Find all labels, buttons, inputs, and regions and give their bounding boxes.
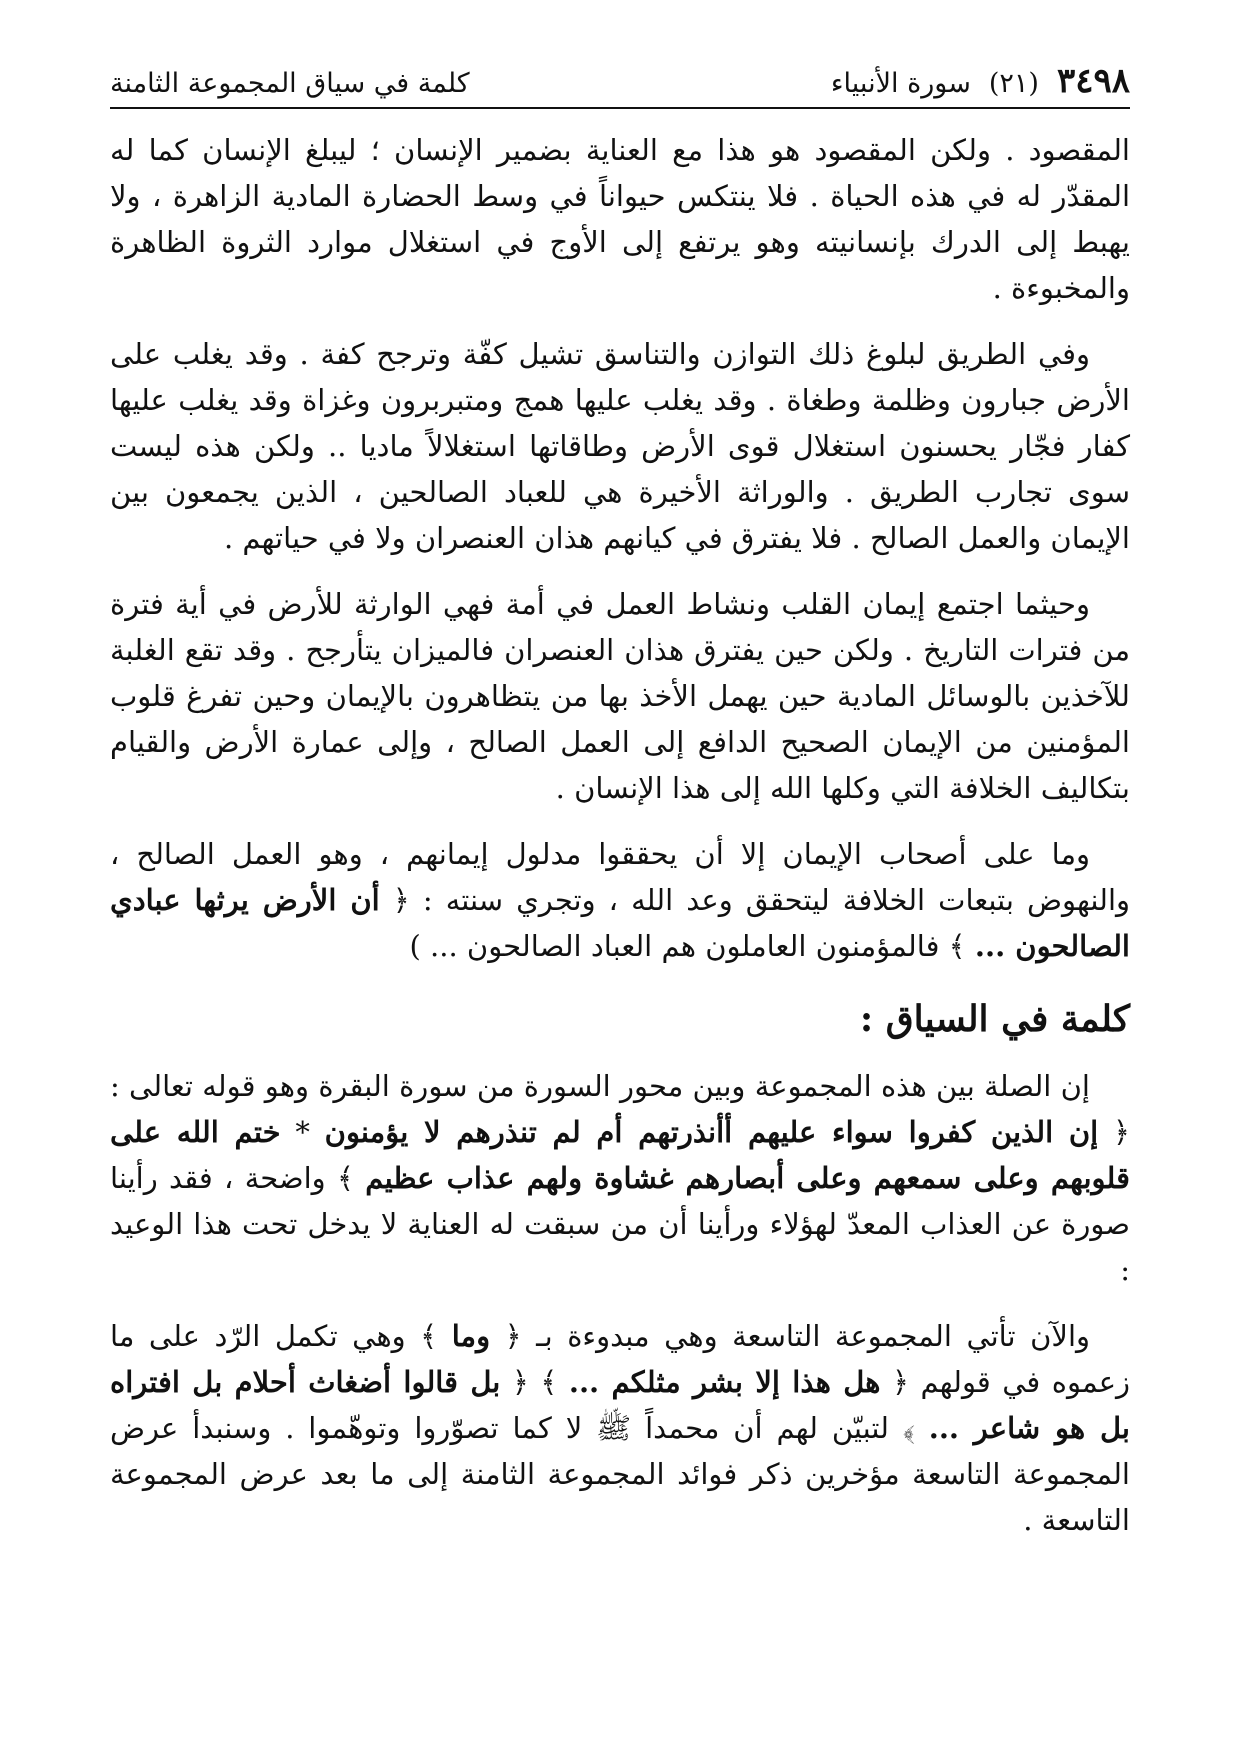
quran-quote: بل قالوا أضغاث أحلام بل افتراه بل هو شاعر ... (110, 1365, 1131, 1445)
salutation-glyph: ﷺ (596, 1411, 632, 1445)
paragraph-4-text: وما على أصحاب الإيمان إلا أن يحققوا مدلول إيمانهم ، وهو العمل الصالح ، والنهوض بتبعات الخلافة ليتحقق وعد الله ، وتجري سنته : (110, 837, 1131, 917)
paragraph-6-text: وهي تكمل الرّد على ما زعموه في قولهم (110, 1319, 1131, 1399)
section-title: كلمة في سياق المجموعة الثامنة (110, 68, 470, 99)
running-header (110, 55, 1130, 109)
section-heading: كلمة في السياق : (859, 998, 1130, 1040)
page-number: ٣٤٩٨ (1056, 61, 1130, 101)
paragraph-4 (110, 831, 1130, 969)
quran-quote: هل هذا إلا بشر مثلكم ... (568, 1365, 881, 1399)
paragraph-6-tail: لا كما تصوّروا وتوهّموا . وسنبدأ عرض المجموعة التاسعة مؤخرين ذكر فوائد المجموعة الثامنة إلى ما بعد عرض المجموعة التاسعة . (110, 1411, 1130, 1537)
quran-quote: ختم الله على قلوبهم وعلى سمعهم وعلى أبصارهم غشاوة ولهم عذاب عظيم (110, 1115, 1131, 1195)
verse-separator: * (295, 1115, 310, 1149)
paragraph-6 (110, 1313, 1130, 1543)
quran-quote: وما (451, 1319, 491, 1353)
paragraph-5 (110, 1063, 1130, 1293)
quran-bracket-close: ﴾ (540, 1365, 558, 1399)
quran-bracket-close: ﴾ (336, 1161, 354, 1195)
quran-bracket-close: ﴾ (420, 1319, 438, 1353)
quran-quote: إن الذين كفروا سواء عليهم أأنذرتهم أم لم تنذرهم لا يؤمنون (324, 1115, 1099, 1149)
quran-bracket-open: ﴿ (511, 1365, 529, 1399)
paragraph-6-text: والآن تأتي المجموعة التاسعة وهي مبدوءة بـ (536, 1319, 1091, 1353)
quran-bracket-open: ﴿ (504, 1319, 522, 1353)
book-page (110, 55, 1130, 1695)
quran-bracket-close: ﴾ (902, 1411, 915, 1445)
sura-name: سورة الأنبياء (830, 68, 971, 99)
quran-bracket-open: ﴿ (891, 1365, 909, 1399)
paragraph-2: وفي الطريق لبلوغ ذلك التوازن والتناسق تشيل كفّة وترجح كفة . وقد يغلب على الأرض جبارون وظلمة وطغاة . وقد يغلب عليها همج ومتبربرون وغزاة وقد يغلب عليها كفار فجّار يحسنون استغلال قوى الأرض وطاقاتها استغلالاً ماديا .. ولكن هذه ليست سوى تجارب الطريق . والوراثة الأخيرة هي للعباد الصالحين ، الذين يجمعون بين الإيمان والعمل الصالح . فلا يفترق في كيانهم هذان العنصران ولا في حياتهم . (110, 337, 1130, 555)
paragraph-3: وحيثما اجتمع إيمان القلب ونشاط العمل في أمة فهي الوارثة للأرض في أية فترة من فترات التاريخ . ولكن حين يفترق هذان العنصران فالميزان يتأرجح . وقد تقع الغلبة للآخذين بالوسائل المادية حين يهمل الأخذ بها من يتظاهرون بالإيمان وحين تفرغ قلوب المؤمنين من الإيمان الصحيح الدافع إلى العمل الصالح ، وإلى عمارة الأرض والقيام بتكاليف الخلافة التي وكلها الله إلى هذا الإنسان . (110, 587, 1130, 805)
quran-quote: أن الأرض يرثها عبادي الصالحون ... (110, 883, 1130, 963)
quran-bracket-open: ﴿ (392, 883, 410, 917)
paragraph-6-text: لتبيّن لهم أن محمداً (645, 1411, 890, 1445)
paragraph-4-tail: فالمؤمنون العاملون هم العباد الصالحون ... ) (409, 929, 940, 963)
paragraph-5-tail: واضحة ، فقد رأينا صورة عن العذاب المعدّ لهؤلاء ورأينا أن من سبقت له العناية لا يدخل تحت هذا الوعيد : (110, 1161, 1130, 1287)
paragraph-1: المقصود . ولكن المقصود هو هذا مع العناية بضمير الإنسان ؛ ليبلغ الإنسان كما له المقدّر له في هذه الحياة . فلا ينتكس حيواناً في وسط الحضارة المادية الزاهرة ، ولا يهبط إلى الدرك بإنسانيته وهو يرتفع إلى الأوج في استغلال موارد الثروة الظاهرة والمخبوءة . (110, 133, 1130, 305)
page-body (110, 109, 1130, 1543)
header-right-group (831, 55, 1130, 110)
sura-number: (٢١) (988, 68, 1039, 99)
quran-bracket-close: ﴾ (948, 929, 966, 963)
paragraph-5-text: إن الصلة بين هذه المجموعة وبين محور السورة من سورة البقرة وهو قوله تعالى : (110, 1069, 1090, 1103)
quran-bracket-open: ﴿ (1113, 1115, 1131, 1149)
